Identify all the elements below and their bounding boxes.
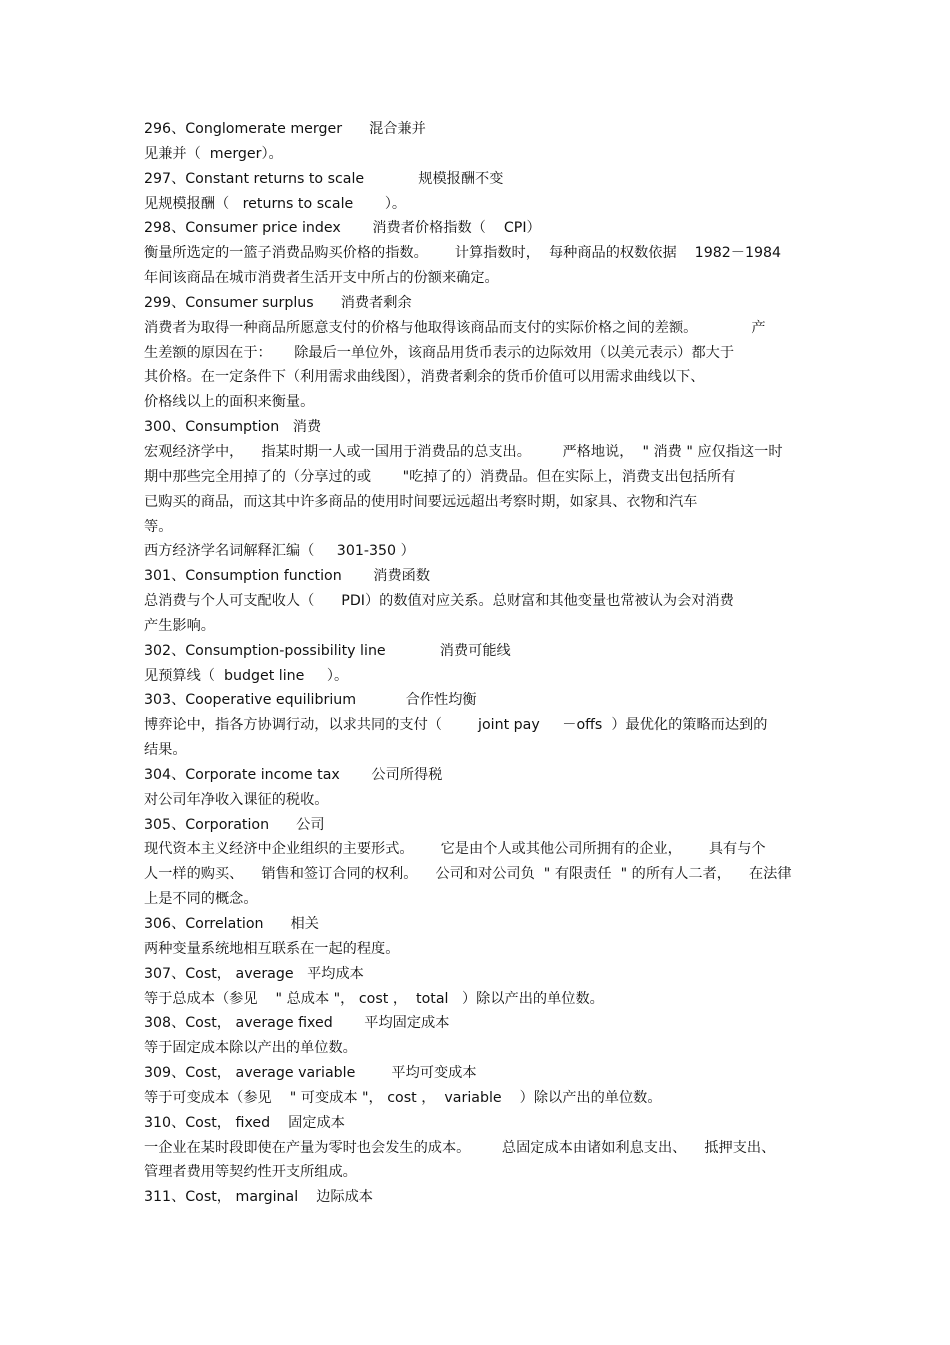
text-line: 等于可变成本（参见 " 可变成本 "， cost ， variable ）除以产出的单位数。 (144, 1089, 662, 1106)
text-line: 311、Cost， marginal 边际成本 (144, 1189, 373, 1206)
text-line: 一企业在某时段即使在产量为零时也会发生的成本。 总固定成本由诸如利息支出、 抵押支出、 (144, 1139, 776, 1156)
glossary-text (144, 117, 808, 1210)
text-line: 年间该商品在城市消费者生活开支中所占的份额来确定。 (144, 270, 499, 287)
text-line: 307、Cost， average 平均成本 (144, 965, 364, 982)
text-line: 价格线以上的面积来衡量。 (144, 394, 315, 411)
text-line: 302、Consumption-possibility line 消费可能线 (144, 642, 511, 659)
text-line: 308、Cost， average fixed 平均固定成本 (144, 1015, 450, 1032)
text-line: 对公司年净收入课征的税收。 (144, 791, 329, 808)
text-line: 304、Corporate income tax 公司所得税 (144, 766, 443, 783)
text-line: 296、Conglomerate merger 混合兼并 (144, 121, 426, 137)
text-line: 生差额的原因在于： 除最后一单位外，该商品用货币表示的边际效用（以美元表示）都大于 (144, 344, 735, 361)
text-line: 产生影响。 (144, 617, 215, 634)
text-line: 上是不同的概念。 (144, 891, 258, 908)
text-line: 309、Cost， average variable 平均可变成本 (144, 1065, 477, 1082)
text-line: 等于总成本（参见 " 总成本 "， cost ， total ）除以产出的单位数。 (144, 990, 604, 1007)
text-line: 305、Corporation 公司 (144, 816, 325, 833)
text-line: 等于固定成本除以产出的单位数。 (144, 1040, 357, 1057)
text-line: 人一样的购买、 销售和签订合同的权利。 公司和对公司负 " 有限责任 " 的所有人二者， 在法律 (144, 866, 792, 883)
text-line: 见规模报酬（ returns to scale ）。 (144, 195, 407, 212)
text-line: 衡量所选定的一篮子消费品购买价格的指数。 计算指数时， 每种商品的权数依据 1982－1984 (144, 245, 782, 262)
text-line: 303、Cooperative equilibrium 合作性均衡 (144, 692, 477, 709)
text-line: 298、Consumer price index 消费者价格指数（ CPI） (144, 220, 541, 237)
text-line: 见兼并（ merger）。 (144, 145, 283, 162)
text-line: 博弈论中，指各方协调行动，以求共同的支付（ joint pay －offs ）最优化的策略而达到的 (144, 717, 768, 734)
text-line: 300、Consumption 消费 (144, 419, 322, 436)
text-line: 宏观经济学中， 指某时期一人或一国用于消费品的总支出。 严格地说， " 消费 " 应仅指这一时 (144, 443, 783, 460)
text-line: 等。 (144, 518, 173, 535)
text-line: 310、Cost， fixed 固定成本 (144, 1114, 345, 1131)
text-line: 西方经济学名词解释汇编（ 301-350 ） (144, 543, 415, 560)
text-line: 306、Correlation 相关 (144, 916, 319, 932)
text-line: 已购买的商品，而这其中许多商品的使用时间要远远超出考察时期，如家具、衣物和汽车 (144, 493, 698, 510)
text-line: 297、Constant returns to scale 规模报酬不变 (144, 170, 504, 187)
text-line: 见预算线（ budget line ）。 (144, 667, 349, 684)
text-line: 结果。 (144, 742, 187, 759)
text-line: 消费者为取得一种商品所愿意支付的价格与他取得该商品而支付的实际价格之间的差额。 产 (144, 319, 766, 336)
text-line: 301、Consumption function 消费函数 (144, 568, 431, 585)
text-line: 两种变量系统地相互联系在一起的程度。 (144, 940, 400, 957)
text-line: 期中那些完全用掉了的（分享过的或 "吃掉了的）消费品。但在实际上，消费支出包括所有 (144, 468, 736, 485)
text-line: 299、Consumer surplus 消费者剩余 (144, 294, 412, 311)
text-line: 管理者费用等契约性开支所组成。 (144, 1164, 357, 1181)
text-line: 总消费与个人可支配收人（ PDI）的数值对应关系。总财富和其他变量也常被认为会对消费 (144, 593, 734, 610)
text-line: 现代资本主义经济中企业组织的主要形式。 它是由个人或其他公司所拥有的企业， 具有与个 (144, 841, 766, 858)
text-line: 其价格。在一定条件下（利用需求曲线图），消费者剩余的货币价值可以用需求曲线以下、 (144, 369, 705, 386)
